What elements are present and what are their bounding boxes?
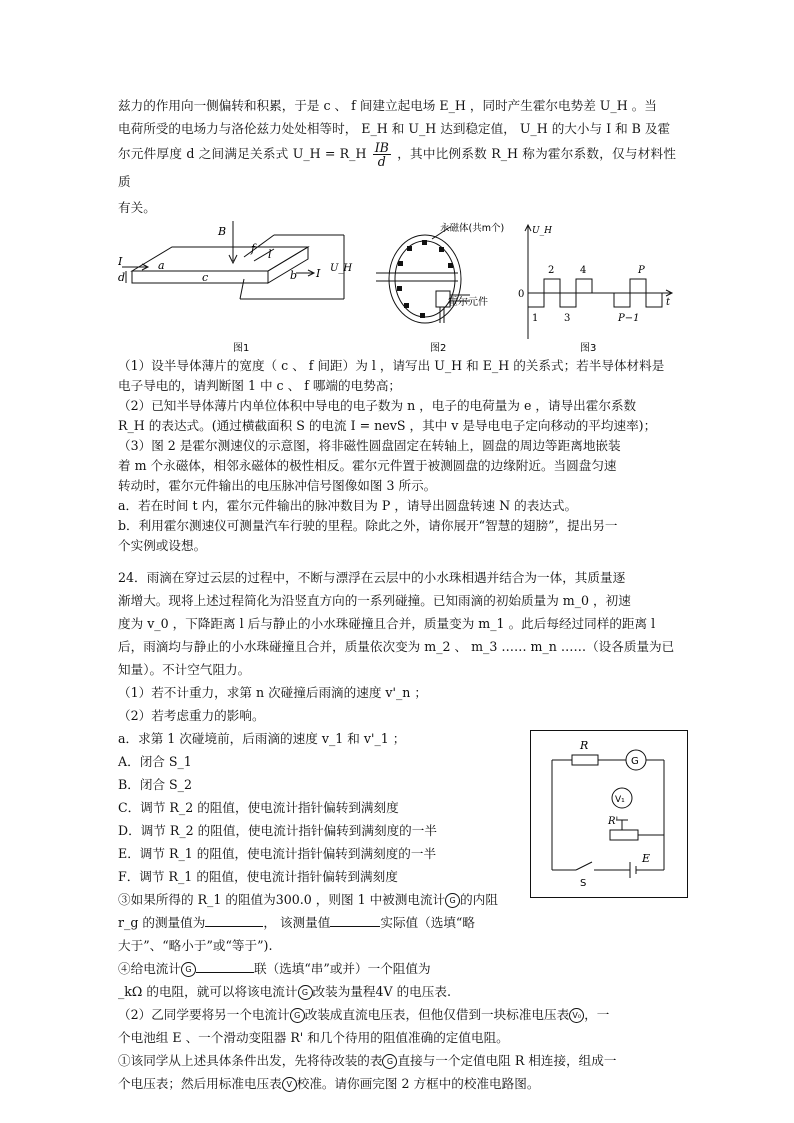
formula-fraction bbox=[373, 141, 391, 168]
voltmeter-icon: V bbox=[282, 1077, 297, 1092]
document-page bbox=[118, 94, 676, 1095]
item3-line2a: r_g 的测量值为 bbox=[118, 915, 206, 930]
figure-3-caption: 图3 bbox=[580, 343, 597, 354]
q24-sub2a: a．求第 1 次碰境前，后雨滴的速度 v_1 和 v'_1 ； bbox=[118, 731, 406, 746]
item4-line1 bbox=[118, 957, 518, 980]
answer-blank-measured-value[interactable] bbox=[205, 914, 263, 927]
q2-line2: R_H 的表达式。(通过横截面积 S 的电流 I = nevS ，其中 v 是导电电子定向移动的平均速率)； bbox=[118, 418, 657, 433]
fig3-label-UH: U_H bbox=[532, 226, 552, 236]
para1-line3 bbox=[118, 140, 676, 196]
para1-line3-pre: 尔元件厚度 d 之间满足关系式 U_H = R_H bbox=[118, 146, 367, 161]
item3-line3: 大于”、“略小于”或“等于”). bbox=[118, 938, 273, 953]
q3-part-b-line2: 个实例或设想。 bbox=[118, 538, 207, 553]
item4-line1a: ④给电流计 bbox=[118, 961, 181, 976]
fig1-label-l: l bbox=[268, 248, 272, 261]
fig1-label-b: b bbox=[290, 269, 298, 282]
section-gap bbox=[118, 556, 676, 566]
item4-line2 bbox=[118, 980, 518, 1003]
galvanometer-icon: G bbox=[181, 962, 196, 977]
fig3-label-zero: 0 bbox=[518, 289, 525, 300]
item3-line1a: ③如果所得的 R_1 的阻值为300.0 ，则图 1 中被测电流计 bbox=[118, 892, 446, 907]
item4-line2b: 改装为量程4V 的电压表. bbox=[312, 984, 451, 999]
q3-line1: （3）图 2 是霍尔测速仪的示意图，将非磁性圆盘固定在转轴上，圆盘的周边等距离地嵌装 bbox=[118, 438, 621, 453]
fig1-label-c: c bbox=[202, 271, 209, 284]
circuit-diagram bbox=[530, 730, 688, 898]
option-D: D．调节 R_2 的阻值，使电流计指针偏转到满刻度的一半 bbox=[118, 823, 437, 838]
q24-sub2: （2）若考虑重力的影响。 bbox=[118, 708, 265, 723]
fig1-label-B: B bbox=[218, 225, 227, 238]
fig2-label-magnet: 永磁体(共m个) bbox=[440, 223, 505, 234]
q3-line2: 着 m 个永磁体，相邻永磁体的极性相反。霍尔元件置于被测圆盘的边缘附近。当圆盘匀速 bbox=[118, 458, 617, 473]
circuit-label-G: G bbox=[631, 756, 639, 767]
part2-line3a: ①该同学从上述具体条件出发，先将待改装的表 bbox=[118, 1053, 383, 1068]
fig3-label-P: P bbox=[638, 265, 645, 276]
fig3-label-3: 3 bbox=[564, 313, 571, 324]
circuit-label-E: E bbox=[642, 852, 651, 865]
item4-line2a: _kΩ 的电阻，就可以将该电流计 bbox=[118, 984, 298, 999]
galvanometer-icon: G bbox=[290, 1008, 305, 1023]
fig3-label-t: t bbox=[666, 297, 671, 308]
figure-3-pulse-signal bbox=[514, 221, 676, 356]
circuit-label-S: S bbox=[580, 878, 587, 889]
fig1-label-UH: U_H bbox=[330, 263, 353, 274]
para1-line3-post: ，其中比例系数 R_H 称为霍尔系数，仅与材料性质 bbox=[118, 146, 676, 189]
fraction-numerator: IB bbox=[374, 140, 389, 155]
figure-1-caption: 图1 bbox=[233, 343, 250, 354]
item4-line1b: 联（选填“串”或并）一个阻值为 bbox=[253, 961, 431, 976]
answer-blank-connection[interactable] bbox=[196, 960, 254, 973]
part2-line3 bbox=[118, 1049, 676, 1072]
option-E: E．调节 R_1 的阻值，使电流计指针偏转到满刻度的一半 bbox=[118, 846, 437, 861]
figure-2-caption: 图2 bbox=[430, 343, 447, 354]
part2-line4 bbox=[118, 1072, 676, 1095]
q3-part-a: a．若在时间 t 内，霍尔元件输出的脉冲数目为 P ，请导出圆盘转速 N 的表达式。 bbox=[118, 498, 578, 513]
figures-row bbox=[118, 221, 676, 356]
galvanometer-icon: G bbox=[382, 1054, 397, 1069]
fraction-denominator: d bbox=[377, 154, 386, 169]
part2-line1b: 改装成直流电压表，但他仅借到一块标准电压表 bbox=[304, 1007, 570, 1022]
fig1-label-I-left: I bbox=[118, 255, 123, 268]
q3-part-b-line1: b．利用霍尔测速仪可测量汽车行驶的里程。除此之外，请你展开“智慧的翅膀”，提出另一 bbox=[118, 518, 618, 533]
part2-line1a: （2）乙同学要将另一个电流计 bbox=[118, 1007, 290, 1022]
part2-line1c: ，一 bbox=[584, 1007, 610, 1022]
fig3-label-P-1: P−1 bbox=[618, 313, 640, 324]
circuit-label-V1: V₁ bbox=[615, 795, 625, 805]
galvanometer-icon: G bbox=[445, 893, 460, 908]
fig3-label-2: 2 bbox=[548, 265, 555, 276]
para1-line2: 电荷所受的电场力与洛伦兹力处处相等时， E_H 和 U_H 达到稳定值， U_H 的大小与 I 和 B 及霍 bbox=[118, 121, 671, 136]
fig1-label-a: a bbox=[158, 259, 165, 272]
fig2-label-hall-element: 霍尔元件 bbox=[448, 297, 488, 308]
para1-line1: 兹力的作用向一侧偏转和积累，于是 c 、 f 间建立起电场 E_H ，同时产生霍尔电势差 U_H 。当 bbox=[118, 98, 657, 113]
voltmeter-icon: V₀ bbox=[569, 1008, 584, 1023]
q24-line1: 24．雨滴在穿过云层的过程中，不断与漂浮在云层中的小水珠相遇并结合为一体，其质量逐 bbox=[118, 570, 626, 585]
q24-line5: 知量）。不计空气阻力。 bbox=[118, 662, 251, 677]
item3-line2 bbox=[118, 911, 518, 934]
circuit-label-Rp: R' bbox=[608, 816, 619, 827]
options-column bbox=[118, 750, 518, 1003]
fig1-label-I-right: I bbox=[316, 267, 321, 280]
q1-line2: 电子导电的，请判断图 1 中 c 、 f 哪端的电势高； bbox=[118, 378, 402, 393]
fig3-label-1: 1 bbox=[532, 313, 539, 324]
q3-line3: 转动时，霍尔元件输出的电压脉冲信号图像如图 3 所示。 bbox=[118, 478, 437, 493]
part2-line4a: 个电压表；然后用标准电压表 bbox=[118, 1076, 282, 1091]
q24-line4: 后，雨滴均与静止的小水珠碰撞且合并，质量依次变为 m_2 、 m_3 …… m_n ……（设各质量为已 bbox=[118, 639, 675, 654]
q24-line2: 渐增大。现将上述过程简化为沿竖直方向的一系列碰撞。已知雨滴的初始质量为 m_0 ，初速 bbox=[118, 593, 631, 608]
part2-line3b: 直接与一个定值电阻 R 相连接，组成一 bbox=[397, 1053, 617, 1068]
item3-line1 bbox=[118, 888, 518, 911]
q24-line3: 度为 v_0 ，下降距离 l 后与静止的小水珠碰撞且合并，质量变为 m_1 。此后每经过同样的距离 l bbox=[118, 616, 656, 631]
part2-line4b: 校准。请你画完图 2 方框中的校准电路图。 bbox=[296, 1076, 540, 1091]
part2-line1 bbox=[118, 1003, 676, 1026]
item3-line2b: ， 该测量值 bbox=[263, 915, 331, 930]
figure-2-hall-tachometer bbox=[370, 221, 520, 356]
option-C: C．调节 R_2 的阻值，使电流计指针偏转到满刻度 bbox=[118, 800, 399, 815]
q2-line1: （2）已知半导体薄片内单位体积中导电的电子数为 n ，电子的电荷量为 e ，请导出霍尔系数 bbox=[118, 398, 637, 413]
item3-line1b: 的内阻 bbox=[460, 892, 498, 907]
fig3-label-4: 4 bbox=[580, 265, 587, 276]
item3-line2c: 实际值（选填“略 bbox=[380, 915, 475, 930]
part2-line2: 个电池组 E 、一个滑动变阻器 R' 和几个待用的阻值准确的定值电阻。 bbox=[118, 1030, 509, 1045]
figure-1-hall-plate bbox=[118, 221, 368, 356]
answer-blank-comparison[interactable] bbox=[330, 914, 380, 927]
option-A: A．闭合 S_1 bbox=[118, 754, 192, 769]
galvanometer-icon: G bbox=[298, 985, 313, 1000]
option-B: B．闭合 S_2 bbox=[118, 777, 192, 792]
q1-line1: （1）设半导体薄片的宽度（ c 、 f 间距）为 l ，请写出 U_H 和 E_H 的关系式；若半导体材料是 bbox=[118, 358, 665, 373]
option-F: F．调节 R_1 的阻值，使电流计指针偏转到满刻度 bbox=[118, 869, 398, 884]
fig1-label-d: d bbox=[118, 271, 126, 284]
circuit-label-R: R bbox=[580, 739, 589, 752]
para1-line4: 有关。 bbox=[118, 200, 156, 215]
q24-sub1: （1）若不计重力，求第 n 次碰撞后雨滴的速度 v'_n ； bbox=[118, 685, 427, 700]
fig1-label-f: f bbox=[251, 242, 256, 255]
